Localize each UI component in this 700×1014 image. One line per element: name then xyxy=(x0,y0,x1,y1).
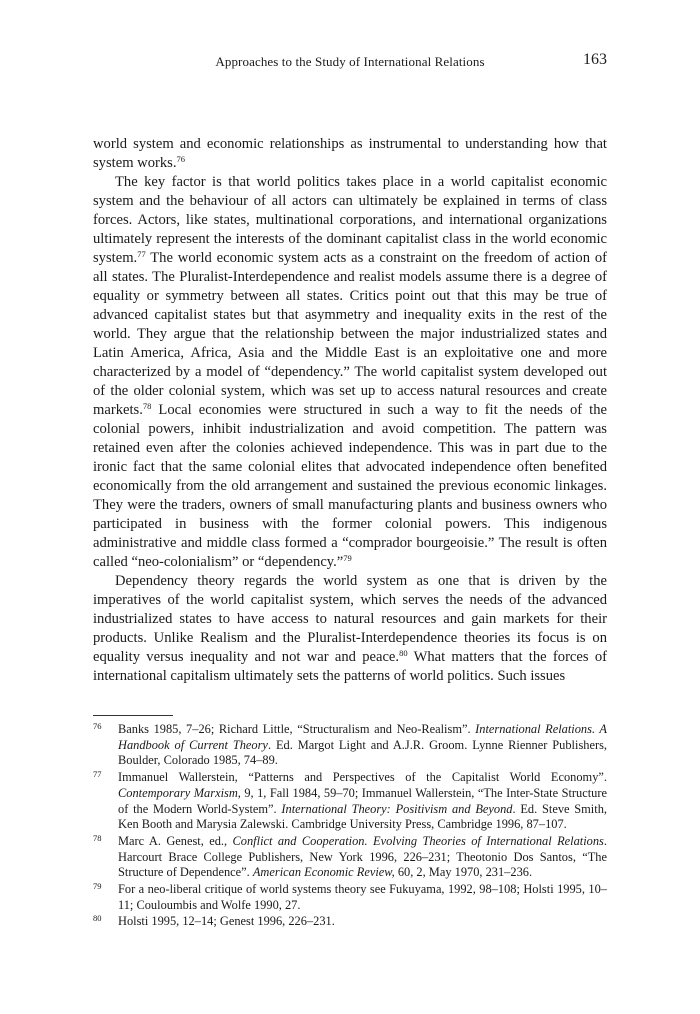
footnote-text: Holsti 1995, 12–14; Genest 1996, 226–231. xyxy=(118,914,335,929)
footnote-number: 76 xyxy=(93,721,102,731)
footnote-title: International Relations. A Handbook of Current Theory xyxy=(118,722,607,752)
footnote-text: Marc A. Genest, ed., xyxy=(118,833,233,848)
footnote-text: . Ed. Margot Light and A.J.R. Groom. Lynne Rienner Publishers, Boulder, Colorado 1985, 74–89. xyxy=(118,737,608,768)
paragraph-3-text-b: What matters that the forces of international capitalism ultimately sets the patterns of world politics. Such issues xyxy=(93,649,607,684)
paragraph-2-text-c: Local economies were structured in such a way to fit the needs of the colonial powers, inhibit industrialization and avoid competition. The pattern was retained even after the colonies achieved independence. This was in part due to the ironic fact that the same colonial elites that advocated independence often benefited economically from the old arrangement and sustained the previous economic linkages. They were the traders, owners of small manufacturing plants and business owners who participated in business with the former colonial powers. This indigenous administrative and middle class formed a “comprador bourgeoisie.” The result is often called “neo-colonialism” or “dependency.” xyxy=(93,402,607,570)
footnote-text: . Ed. Steve Smith, Ken Booth and Marysia Zalewski. Cambridge University Press, Cambridge 1996, 87–107. xyxy=(118,801,607,832)
paragraph-3 xyxy=(93,572,607,686)
footnote-text: 60, 2, May 1970, 231–236. xyxy=(394,865,533,880)
footnote-title: International Theory: Positivism and Beyond xyxy=(281,801,513,816)
page-number: 163 xyxy=(583,51,607,68)
paragraph-1-text: world system and economic relationships as instrumental to understanding how that system works. xyxy=(93,136,607,171)
paragraph-3-text-a: Dependency theory regards the world system as one that is driven by the imperatives of the world capitalist system, which serves the needs of the advanced industrialized states to have access to natural resources and gain markets for their products. Unlike Realism and the Pluralist-Interdependence theories its focus is on equality versus inequality and not war and peace. xyxy=(93,573,607,665)
footnote-title: Conflict and Cooperation. Evolving Theories of International Relations xyxy=(232,833,604,848)
footnote-ref-78: 78 xyxy=(142,401,152,411)
footnote-number: 78 xyxy=(93,832,102,843)
footnote-text: . Harcourt Brace College Publishers, New York 1996, 226–231; Theotonio Dos Santos, “The Structure of Dependence”. xyxy=(118,833,607,880)
footnote-number: 79 xyxy=(93,881,102,892)
footnotes xyxy=(93,722,607,931)
footnote-text: For a neo-liberal critique of world systems theory see Fukuyama, 1992, 98–108; Holsti 1995, 10–11; Couloumbis and Wolfe 1990, 27. xyxy=(118,882,607,912)
footnote-text: Banks 1985, 7–26; Richard Little, “Structuralism and Neo-Realism”. xyxy=(118,722,476,736)
paragraph-1 xyxy=(93,135,607,173)
footnote-ref-76: 76 xyxy=(176,154,186,164)
footnote-ref-77: 77 xyxy=(137,249,146,259)
paragraph-2-text-b: The world economic system acts as a constraint on the freedom of action of all states. The Pluralist-Interdependence and realist models assume there is a degree of equality or symmetry between all states. Critics point out that this may be true of advanced capitalist states but that asymmetry and inequality exits in the rest of the world. They argue that the relationship between the major industrialized states and Latin America, Africa, Asia and the Middle East is an exploitative one and more characterized by a model of “dependency.” The world capitalist system developed out of the older colonial system, which was set up to access natural resources and create markets. xyxy=(93,250,607,418)
footnote-number: 80 xyxy=(93,913,102,924)
page-header xyxy=(93,51,607,74)
footnote-ref-79: 79 xyxy=(343,553,352,563)
footnote-76 xyxy=(93,722,607,769)
footnote-number: 77 xyxy=(93,769,102,780)
paragraph-2-text-a: The key factor is that world politics takes place in a world capitalist economic system and the behaviour of all actors can ultimately be explained in terms of class forces. Actors, like states, multinational corporations, and international organizations ultimately represent the interests of the dominant capitalist class in the world economic system. xyxy=(93,174,607,266)
footnote-80 xyxy=(93,914,607,930)
footnote-text: , 9, 1, Fall 1984, 59–70; Immanuel Wallerstein, “The Inter-State Structure of the Modern World-System”. xyxy=(118,785,607,816)
paragraph-2 xyxy=(93,173,607,572)
footnote-title: Contemporary Marxism xyxy=(118,785,238,800)
footnote-77 xyxy=(93,770,607,833)
footnote-separator xyxy=(93,715,173,716)
body-text xyxy=(93,135,607,686)
footnote-text: Immanuel Wallerstein, “Patterns and Perspectives of the Capitalist World Economy”. xyxy=(118,770,607,785)
running-title: Approaches to the Study of International Relations xyxy=(215,54,485,69)
footnote-78 xyxy=(93,834,607,881)
footnote-ref-80: 80 xyxy=(399,648,408,658)
footnote-title: American Economic Review, xyxy=(252,865,395,880)
footnote-79 xyxy=(93,882,607,913)
